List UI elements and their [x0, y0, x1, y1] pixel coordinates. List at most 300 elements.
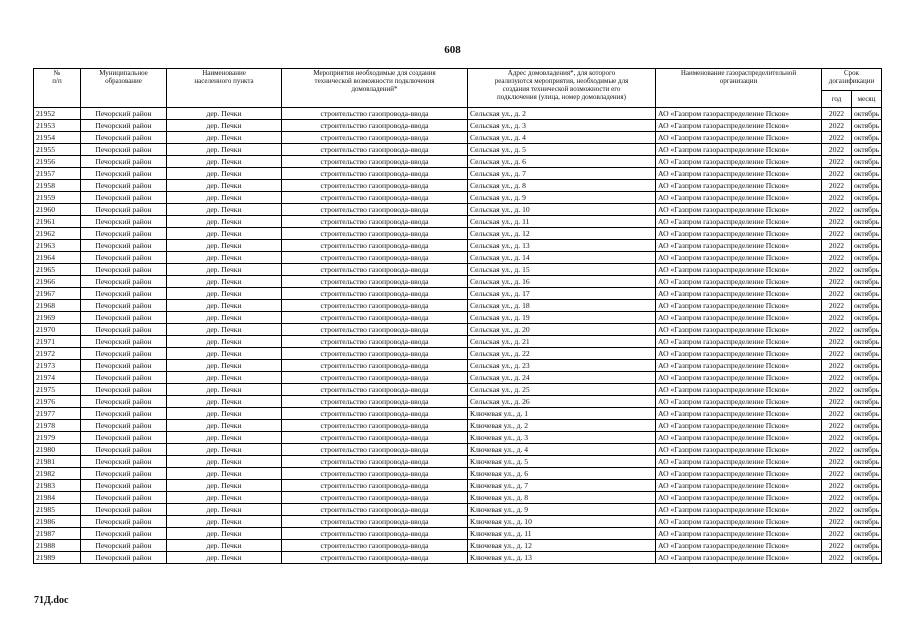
year-cell: 2022 [822, 264, 852, 276]
row-number: 21979 [34, 432, 81, 444]
address-cell: Сельская ул., д. 7 [468, 168, 656, 180]
measure-cell: строительство газопровода-ввода [282, 264, 468, 276]
municipality-cell: Печорский район [81, 540, 167, 552]
municipality-cell: Печорский район [81, 468, 167, 480]
organization-cell: АО «Газпром газораспределение Псков» [656, 384, 822, 396]
month-cell: октябрь [852, 180, 882, 192]
table-row [34, 480, 882, 492]
municipality-cell: Печорский район [81, 408, 167, 420]
year-cell: 2022 [822, 312, 852, 324]
table-row [34, 420, 882, 432]
organization-cell: АО «Газпром газораспределение Псков» [656, 456, 822, 468]
organization-cell: АО «Газпром газораспределение Псков» [656, 540, 822, 552]
year-cell: 2022 [822, 372, 852, 384]
row-number: 21972 [34, 348, 81, 360]
address-cell: Сельская ул., д. 5 [468, 144, 656, 156]
measure-cell: строительство газопровода-ввода [282, 312, 468, 324]
measure-cell: строительство газопровода-ввода [282, 348, 468, 360]
address-cell: Сельская ул., д. 13 [468, 240, 656, 252]
row-number: 21980 [34, 444, 81, 456]
row-number: 21984 [34, 492, 81, 504]
year-cell: 2022 [822, 300, 852, 312]
year-cell: 2022 [822, 216, 852, 228]
month-cell: октябрь [852, 456, 882, 468]
month-cell: октябрь [852, 324, 882, 336]
row-number: 21962 [34, 228, 81, 240]
row-number: 21964 [34, 252, 81, 264]
measure-cell: строительство газопровода-ввода [282, 384, 468, 396]
settlement-cell: дер. Печки [167, 312, 282, 324]
row-number: 21974 [34, 372, 81, 384]
year-cell: 2022 [822, 516, 852, 528]
year-cell: 2022 [822, 420, 852, 432]
measure-cell: строительство газопровода-ввода [282, 480, 468, 492]
year-cell: 2022 [822, 156, 852, 168]
row-number: 21989 [34, 552, 81, 564]
organization-cell: АО «Газпром газораспределение Псков» [656, 108, 822, 120]
organization-cell: АО «Газпром газораспределение Псков» [656, 216, 822, 228]
measure-cell: строительство газопровода-ввода [282, 108, 468, 120]
settlement-cell: дер. Печки [167, 384, 282, 396]
municipality-cell: Печорский район [81, 132, 167, 144]
year-cell: 2022 [822, 408, 852, 420]
address-cell: Сельская ул., д. 25 [468, 384, 656, 396]
measure-cell: строительство газопровода-ввода [282, 372, 468, 384]
row-number: 21971 [34, 336, 81, 348]
organization-cell: АО «Газпром газораспределение Псков» [656, 192, 822, 204]
address-cell: Ключевая ул., д. 6 [468, 468, 656, 480]
address-cell: Сельская ул., д. 21 [468, 336, 656, 348]
year-cell: 2022 [822, 384, 852, 396]
settlement-cell: дер. Печки [167, 264, 282, 276]
month-cell: октябрь [852, 192, 882, 204]
row-number: 21977 [34, 408, 81, 420]
settlement-cell: дер. Печки [167, 432, 282, 444]
organization-cell: АО «Газпром газораспределение Псков» [656, 288, 822, 300]
table-row [34, 540, 882, 552]
row-number: 21976 [34, 396, 81, 408]
measure-cell: строительство газопровода-ввода [282, 528, 468, 540]
address-cell: Ключевая ул., д. 3 [468, 432, 656, 444]
organization-cell: АО «Газпром газораспределение Псков» [656, 444, 822, 456]
row-number: 21973 [34, 360, 81, 372]
address-cell: Ключевая ул., д. 7 [468, 480, 656, 492]
municipality-cell: Печорский район [81, 516, 167, 528]
organization-cell: АО «Газпром газораспределение Псков» [656, 228, 822, 240]
municipality-cell: Печорский район [81, 360, 167, 372]
row-number: 21987 [34, 528, 81, 540]
organization-cell: АО «Газпром газораспределение Псков» [656, 336, 822, 348]
settlement-cell: дер. Печки [167, 492, 282, 504]
year-cell: 2022 [822, 144, 852, 156]
municipality-cell: Печорский район [81, 180, 167, 192]
footer-filename: 71Д.doc [34, 595, 69, 606]
month-cell: октябрь [852, 264, 882, 276]
organization-cell: АО «Газпром газораспределение Псков» [656, 468, 822, 480]
year-cell: 2022 [822, 168, 852, 180]
month-cell: октябрь [852, 288, 882, 300]
month-cell: октябрь [852, 444, 882, 456]
address-cell: Сельская ул., д. 2 [468, 108, 656, 120]
month-cell: октябрь [852, 240, 882, 252]
measure-cell: строительство газопровода-ввода [282, 504, 468, 516]
measure-cell: строительство газопровода-ввода [282, 216, 468, 228]
settlement-cell: дер. Печки [167, 144, 282, 156]
year-cell: 2022 [822, 276, 852, 288]
organization-cell: АО «Газпром газораспределение Псков» [656, 180, 822, 192]
settlement-cell: дер. Печки [167, 408, 282, 420]
organization-cell: АО «Газпром газораспределение Псков» [656, 312, 822, 324]
settlement-cell: дер. Печки [167, 300, 282, 312]
table-row [34, 552, 882, 564]
row-number: 21969 [34, 312, 81, 324]
municipality-cell: Печорский район [81, 504, 167, 516]
settlement-cell: дер. Печки [167, 204, 282, 216]
municipality-cell: Печорский район [81, 384, 167, 396]
settlement-cell: дер. Печки [167, 444, 282, 456]
table-row [34, 108, 882, 120]
municipality-cell: Печорский район [81, 552, 167, 564]
month-cell: октябрь [852, 132, 882, 144]
row-number: 21959 [34, 192, 81, 204]
gasification-table [33, 68, 882, 564]
measure-cell: строительство газопровода-ввода [282, 468, 468, 480]
settlement-cell: дер. Печки [167, 480, 282, 492]
table-row [34, 432, 882, 444]
table-row [34, 132, 882, 144]
row-number: 21956 [34, 156, 81, 168]
header-municipality: Муниципальное образование [81, 69, 167, 108]
address-cell: Сельская ул., д. 26 [468, 396, 656, 408]
header-measures: Мероприятия необходимые для создания технической возможности подключения домовладений* [282, 69, 468, 108]
organization-cell: АО «Газпром газораспределение Псков» [656, 432, 822, 444]
month-cell: октябрь [852, 300, 882, 312]
municipality-cell: Печорский район [81, 492, 167, 504]
organization-cell: АО «Газпром газораспределение Псков» [656, 240, 822, 252]
page-number: 608 [444, 44, 461, 56]
settlement-cell: дер. Печки [167, 540, 282, 552]
organization-cell: АО «Газпром газораспределение Псков» [656, 516, 822, 528]
municipality-cell: Печорский район [81, 480, 167, 492]
organization-cell: АО «Газпром газораспределение Псков» [656, 552, 822, 564]
month-cell: октябрь [852, 528, 882, 540]
table-row [34, 384, 882, 396]
address-cell: Сельская ул., д. 14 [468, 252, 656, 264]
settlement-cell: дер. Печки [167, 180, 282, 192]
address-cell: Ключевая ул., д. 5 [468, 456, 656, 468]
month-cell: октябрь [852, 336, 882, 348]
table-row [34, 156, 882, 168]
month-cell: октябрь [852, 480, 882, 492]
month-cell: октябрь [852, 492, 882, 504]
measure-cell: строительство газопровода-ввода [282, 252, 468, 264]
organization-cell: АО «Газпром газораспределение Псков» [656, 348, 822, 360]
measure-cell: строительство газопровода-ввода [282, 336, 468, 348]
table-row [34, 120, 882, 132]
table-row [34, 264, 882, 276]
table-row [34, 168, 882, 180]
municipality-cell: Печорский район [81, 156, 167, 168]
measure-cell: строительство газопровода-ввода [282, 516, 468, 528]
table-row [34, 456, 882, 468]
settlement-cell: дер. Печки [167, 504, 282, 516]
month-cell: октябрь [852, 216, 882, 228]
measure-cell: строительство газопровода-ввода [282, 240, 468, 252]
settlement-cell: дер. Печки [167, 528, 282, 540]
row-number: 21968 [34, 300, 81, 312]
measure-cell: строительство газопровода-ввода [282, 300, 468, 312]
organization-cell: АО «Газпром газораспределение Псков» [656, 120, 822, 132]
month-cell: октябрь [852, 432, 882, 444]
year-cell: 2022 [822, 528, 852, 540]
municipality-cell: Печорский район [81, 120, 167, 132]
address-cell: Сельская ул., д. 4 [468, 132, 656, 144]
row-number: 21955 [34, 144, 81, 156]
settlement-cell: дер. Печки [167, 156, 282, 168]
table-row [34, 228, 882, 240]
settlement-cell: дер. Печки [167, 240, 282, 252]
year-cell: 2022 [822, 240, 852, 252]
address-cell: Ключевая ул., д. 9 [468, 504, 656, 516]
settlement-cell: дер. Печки [167, 552, 282, 564]
row-number: 21953 [34, 120, 81, 132]
measure-cell: строительство газопровода-ввода [282, 192, 468, 204]
header-month: месяц [852, 91, 882, 108]
year-cell: 2022 [822, 252, 852, 264]
year-cell: 2022 [822, 480, 852, 492]
header-num: № п/п [34, 69, 81, 108]
year-cell: 2022 [822, 540, 852, 552]
address-cell: Сельская ул., д. 20 [468, 324, 656, 336]
organization-cell: АО «Газпром газораспределение Псков» [656, 360, 822, 372]
year-cell: 2022 [822, 324, 852, 336]
organization-cell: АО «Газпром газораспределение Псков» [656, 408, 822, 420]
table-row [34, 204, 882, 216]
organization-cell: АО «Газпром газораспределение Псков» [656, 252, 822, 264]
address-cell: Сельская ул., д. 11 [468, 216, 656, 228]
organization-cell: АО «Газпром газораспределение Псков» [656, 204, 822, 216]
municipality-cell: Печорский район [81, 396, 167, 408]
organization-cell: АО «Газпром газораспределение Псков» [656, 396, 822, 408]
organization-cell: АО «Газпром газораспределение Псков» [656, 324, 822, 336]
header-year: год [822, 91, 852, 108]
municipality-cell: Печорский район [81, 444, 167, 456]
month-cell: октябрь [852, 108, 882, 120]
address-cell: Сельская ул., д. 19 [468, 312, 656, 324]
measure-cell: строительство газопровода-ввода [282, 180, 468, 192]
organization-cell: АО «Газпром газораспределение Псков» [656, 276, 822, 288]
measure-cell: строительство газопровода-ввода [282, 168, 468, 180]
row-number: 21952 [34, 108, 81, 120]
table-row [34, 336, 882, 348]
address-cell: Сельская ул., д. 9 [468, 192, 656, 204]
address-cell: Ключевая ул., д. 1 [468, 408, 656, 420]
measure-cell: строительство газопровода-ввода [282, 276, 468, 288]
settlement-cell: дер. Печки [167, 324, 282, 336]
measure-cell: строительство газопровода-ввода [282, 432, 468, 444]
month-cell: октябрь [852, 372, 882, 384]
organization-cell: АО «Газпром газораспределение Псков» [656, 420, 822, 432]
settlement-cell: дер. Печки [167, 228, 282, 240]
header-term: Срок догазификации [822, 69, 882, 91]
measure-cell: строительство газопровода-ввода [282, 204, 468, 216]
month-cell: октябрь [852, 408, 882, 420]
organization-cell: АО «Газпром газораспределение Псков» [656, 504, 822, 516]
row-number: 21982 [34, 468, 81, 480]
row-number: 21986 [34, 516, 81, 528]
address-cell: Ключевая ул., д. 13 [468, 552, 656, 564]
year-cell: 2022 [822, 396, 852, 408]
measure-cell: строительство газопровода-ввода [282, 288, 468, 300]
address-cell: Ключевая ул., д. 8 [468, 492, 656, 504]
year-cell: 2022 [822, 228, 852, 240]
municipality-cell: Печорский район [81, 108, 167, 120]
measure-cell: строительство газопровода-ввода [282, 552, 468, 564]
header-address: Адрес домовладения*, для которого реализуются мероприятия, необходимые для создания технической возможности его подключения (улица, номер домовладения) [468, 69, 656, 108]
municipality-cell: Печорский район [81, 144, 167, 156]
measure-cell: строительство газопровода-ввода [282, 324, 468, 336]
year-cell: 2022 [822, 180, 852, 192]
table-row [34, 276, 882, 288]
municipality-cell: Печорский район [81, 264, 167, 276]
month-cell: октябрь [852, 516, 882, 528]
settlement-cell: дер. Печки [167, 348, 282, 360]
measure-cell: строительство газопровода-ввода [282, 456, 468, 468]
municipality-cell: Печорский район [81, 348, 167, 360]
measure-cell: строительство газопровода-ввода [282, 444, 468, 456]
month-cell: октябрь [852, 396, 882, 408]
settlement-cell: дер. Печки [167, 276, 282, 288]
settlement-cell: дер. Печки [167, 360, 282, 372]
row-number: 21970 [34, 324, 81, 336]
settlement-cell: дер. Печки [167, 168, 282, 180]
municipality-cell: Печорский район [81, 228, 167, 240]
address-cell: Сельская ул., д. 23 [468, 360, 656, 372]
settlement-cell: дер. Печки [167, 420, 282, 432]
settlement-cell: дер. Печки [167, 372, 282, 384]
table-row [34, 300, 882, 312]
row-number: 21963 [34, 240, 81, 252]
year-cell: 2022 [822, 552, 852, 564]
table-row [34, 408, 882, 420]
address-cell: Сельская ул., д. 8 [468, 180, 656, 192]
municipality-cell: Печорский район [81, 528, 167, 540]
address-cell: Сельская ул., д. 15 [468, 264, 656, 276]
row-number: 21957 [34, 168, 81, 180]
municipality-cell: Печорский район [81, 456, 167, 468]
address-cell: Сельская ул., д. 22 [468, 348, 656, 360]
month-cell: октябрь [852, 312, 882, 324]
address-cell: Сельская ул., д. 12 [468, 228, 656, 240]
row-number: 21965 [34, 264, 81, 276]
row-number: 21983 [34, 480, 81, 492]
table-row [34, 360, 882, 372]
settlement-cell: дер. Печки [167, 468, 282, 480]
year-cell: 2022 [822, 456, 852, 468]
address-cell: Сельская ул., д. 3 [468, 120, 656, 132]
row-number: 21978 [34, 420, 81, 432]
year-cell: 2022 [822, 468, 852, 480]
municipality-cell: Печорский район [81, 300, 167, 312]
table-row [34, 216, 882, 228]
year-cell: 2022 [822, 444, 852, 456]
month-cell: октябрь [852, 144, 882, 156]
address-cell: Ключевая ул., д. 4 [468, 444, 656, 456]
settlement-cell: дер. Печки [167, 108, 282, 120]
settlement-cell: дер. Печки [167, 456, 282, 468]
settlement-cell: дер. Печки [167, 516, 282, 528]
municipality-cell: Печорский район [81, 288, 167, 300]
settlement-cell: дер. Печки [167, 216, 282, 228]
table-row [34, 504, 882, 516]
organization-cell: АО «Газпром газораспределение Псков» [656, 156, 822, 168]
municipality-cell: Печорский район [81, 324, 167, 336]
settlement-cell: дер. Печки [167, 252, 282, 264]
municipality-cell: Печорский район [81, 204, 167, 216]
row-number: 21981 [34, 456, 81, 468]
month-cell: октябрь [852, 168, 882, 180]
table-row [34, 180, 882, 192]
organization-cell: АО «Газпром газораспределение Псков» [656, 372, 822, 384]
municipality-cell: Печорский район [81, 192, 167, 204]
municipality-cell: Печорский район [81, 372, 167, 384]
year-cell: 2022 [822, 132, 852, 144]
table-row [34, 144, 882, 156]
table-row [34, 288, 882, 300]
settlement-cell: дер. Печки [167, 120, 282, 132]
month-cell: октябрь [852, 504, 882, 516]
year-cell: 2022 [822, 108, 852, 120]
table-row [34, 528, 882, 540]
table-row [34, 324, 882, 336]
organization-cell: АО «Газпром газораспределение Псков» [656, 132, 822, 144]
settlement-cell: дер. Печки [167, 396, 282, 408]
municipality-cell: Печорский район [81, 240, 167, 252]
organization-cell: АО «Газпром газораспределение Псков» [656, 300, 822, 312]
month-cell: октябрь [852, 252, 882, 264]
month-cell: октябрь [852, 348, 882, 360]
year-cell: 2022 [822, 204, 852, 216]
row-number: 21988 [34, 540, 81, 552]
table-row [34, 252, 882, 264]
settlement-cell: дер. Печки [167, 288, 282, 300]
measure-cell: строительство газопровода-ввода [282, 396, 468, 408]
municipality-cell: Печорский район [81, 168, 167, 180]
year-cell: 2022 [822, 336, 852, 348]
municipality-cell: Печорский район [81, 336, 167, 348]
measure-cell: строительство газопровода-ввода [282, 156, 468, 168]
table-row [34, 396, 882, 408]
table-body [34, 108, 882, 564]
municipality-cell: Печорский район [81, 420, 167, 432]
measure-cell: строительство газопровода-ввода [282, 132, 468, 144]
address-cell: Сельская ул., д. 16 [468, 276, 656, 288]
month-cell: октябрь [852, 276, 882, 288]
organization-cell: АО «Газпром газораспределение Псков» [656, 144, 822, 156]
table-row [34, 348, 882, 360]
month-cell: октябрь [852, 420, 882, 432]
row-number: 21958 [34, 180, 81, 192]
month-cell: октябрь [852, 204, 882, 216]
row-number: 21954 [34, 132, 81, 144]
address-cell: Ключевая ул., д. 10 [468, 516, 656, 528]
organization-cell: АО «Газпром газораспределение Псков» [656, 492, 822, 504]
address-cell: Сельская ул., д. 10 [468, 204, 656, 216]
month-cell: октябрь [852, 120, 882, 132]
table-row [34, 516, 882, 528]
table-row [34, 444, 882, 456]
address-cell: Сельская ул., д. 24 [468, 372, 656, 384]
